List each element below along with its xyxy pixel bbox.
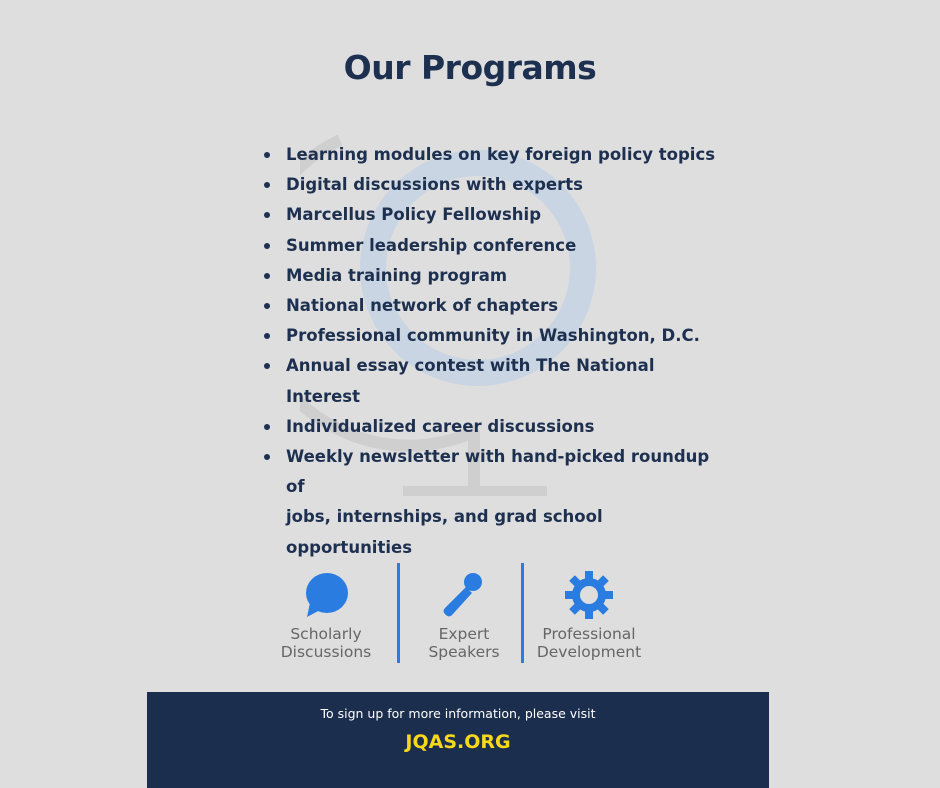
program-item-label: Summer leadership conference [286,235,577,255]
list-item [262,231,722,261]
feature-row [0,563,940,663]
bullet-icon [264,303,270,309]
program-list [262,140,722,563]
bullet-icon [264,152,270,158]
list-item [262,442,722,502]
program-item-label: National network of chapters [286,296,559,316]
bullet-icon [264,212,270,218]
program-item-label: Media training program [286,265,508,285]
feature-scholarly-discussions [256,571,396,661]
list-item [262,321,722,351]
bullet-icon [264,363,270,369]
feature-label-line: Discussions [280,643,372,661]
bullet-icon [264,182,270,188]
list-item [262,291,722,321]
program-item-label: Weekly newsletter with hand-picked roundup of [286,447,710,497]
bullet-icon [264,333,270,339]
feature-label-line: Professional [542,625,636,643]
page-title: Our Programs [343,48,597,87]
program-item-label: Professional community in Washington, D.C. [286,326,700,346]
feature-label-line: Expert [438,625,490,643]
bullet-icon [264,243,270,249]
list-item [262,261,722,291]
feature-professional-development [519,571,659,661]
list-item-continuation [262,502,722,562]
program-item-label: Annual essay contest with The National Interest [286,356,655,406]
bullet-icon [264,454,270,460]
list-item [262,170,722,200]
feature-expert-speakers [394,571,534,661]
speech-bubble-icon [302,571,350,619]
feature-label-line: Development [536,643,642,661]
program-item-label: Digital discussions with experts [286,175,583,195]
gear-icon [565,571,613,619]
bullet-icon [264,424,270,430]
feature-label [256,625,396,661]
list-item [262,200,722,230]
program-item-label: Marcellus Policy Fellowship [286,205,542,225]
list-item [262,351,722,411]
feature-label-line: Speakers [428,643,500,661]
list-item [262,412,722,442]
feature-label-line: Scholarly [290,625,362,643]
list-item [262,140,722,170]
signup-prompt: To sign up for more information, please visit [320,706,596,721]
signup-footer [147,692,769,788]
feature-label [394,625,534,661]
program-item-label: Learning modules on key foreign policy topics [286,145,716,164]
feature-label [519,625,659,661]
program-item-label: jobs, internships, and grad school opportunities [286,507,603,557]
bullet-icon [264,273,270,279]
program-item-label: Individualized career discussions [286,416,595,436]
website-link[interactable]: JQAS.ORG [405,731,511,753]
microphone-icon [440,571,488,619]
